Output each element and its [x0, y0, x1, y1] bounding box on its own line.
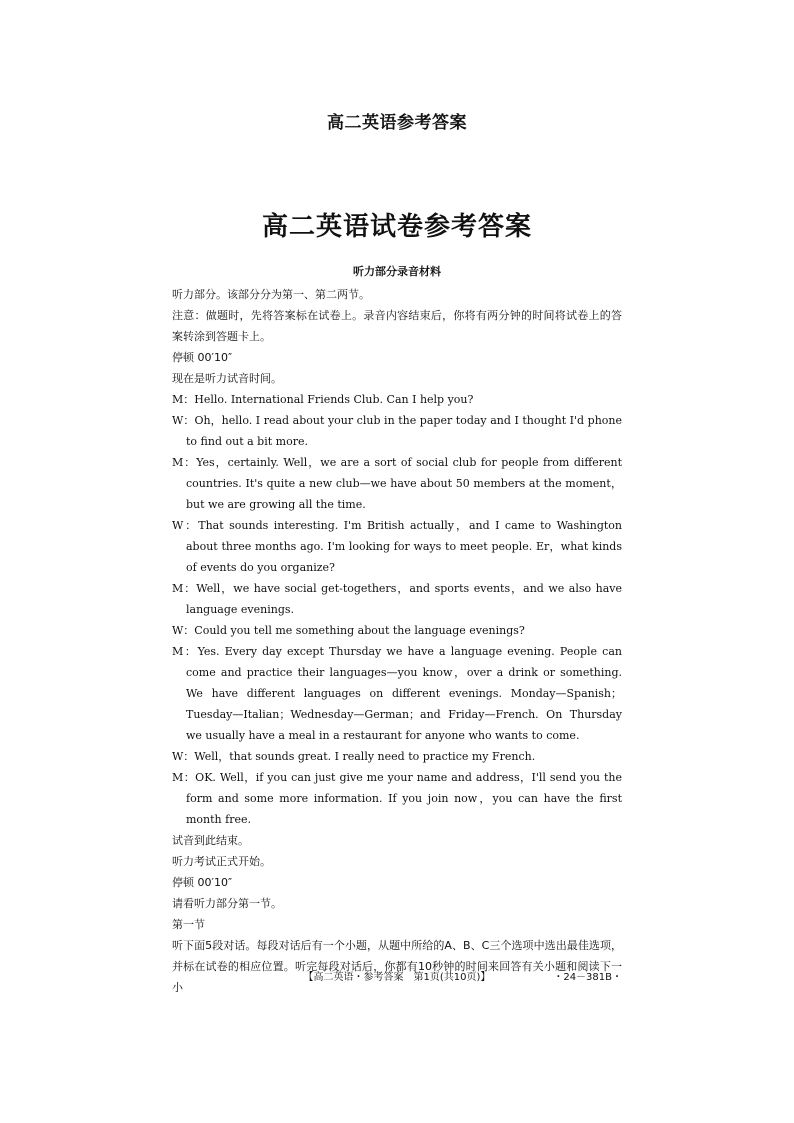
paragraph: 听力部分。该部分分为第一、第二两节。 — [172, 288, 370, 301]
paragraph: 第一节 — [172, 918, 205, 931]
paragraph: M：Well，we have social get-togethers，and sports events，and we also have language evenings. — [172, 582, 622, 616]
paragraph: 停顿 00′10″ — [172, 351, 233, 364]
paragraph: W：Oh，hello. I read about your club in the paper today and I thought I'd phone to find out a bit more. — [172, 414, 622, 448]
paragraph: 听下面5段对话。每段对话后有一个小题，从题中所给的A、B、C三个选项中选出最佳选项，并标在试卷的相应位置。听完每段对话后，你都有10秒钟的时间来回答有关小题和阅读下一小 — [172, 939, 622, 994]
paragraph: W：Well，that sounds great. I really need to practice my French. — [172, 750, 536, 763]
paragraph: W：Could you tell me something about the language evenings? — [172, 624, 525, 637]
paragraph: M：Yes. Every day except Thursday we have a language evening. People can come and practice their languages—you know，over a drink or something. We have different languages on different evenings. Monday—Spanish；Tuesday—Italian；Wednesday—German；and Friday—French. On Thursday we usually have a meal in a restaurant for anyone who wants to come. — [172, 645, 622, 742]
top-title: 高二英语参考答案 — [327, 113, 467, 133]
paragraph: M：Hello. International Friends Club. Can I help you? — [172, 393, 474, 406]
paragraph: 注意：做题时，先将答案标在试卷上。录音内容结束后，你将有两分钟的时间将试卷上的答案转涂到答题卡上。 — [172, 309, 622, 343]
paragraph: M：OK. Well，if you can just give me your name and address，I'll send you the form and some more information. If you join now，you can have the first month free. — [172, 771, 622, 826]
footer-page-info: 【高二英语・参考答案 第1页(共10页)】 — [303, 972, 491, 983]
paragraph: M：Yes，certainly. Well，we are a sort of social club for people from different countries. It's quite a new club—we have about 50 members at the moment，but we are growing all the time. — [172, 456, 622, 511]
paragraph: 停顿 00′10″ — [172, 876, 233, 889]
paragraph: 试音到此结束。 — [172, 834, 249, 847]
section-subtitle: 听力部分录音材料 — [353, 265, 441, 278]
paragraph: W：That sounds interesting. I'm British actually，and I came to Washington about three months ago. I'm looking for ways to meet people. Er，what kinds of events do you organize? — [172, 519, 622, 574]
paragraph: 听力考试正式开始。 — [172, 855, 271, 868]
paragraph: 现在是听力试音时间。 — [172, 372, 282, 385]
footer-code: ・24－381B・ — [553, 972, 622, 983]
page-title: 高二英语试卷参考答案 — [261, 212, 532, 242]
transcript-body — [172, 284, 622, 998]
paragraph: 请看听力部分第一节。 — [172, 897, 282, 910]
